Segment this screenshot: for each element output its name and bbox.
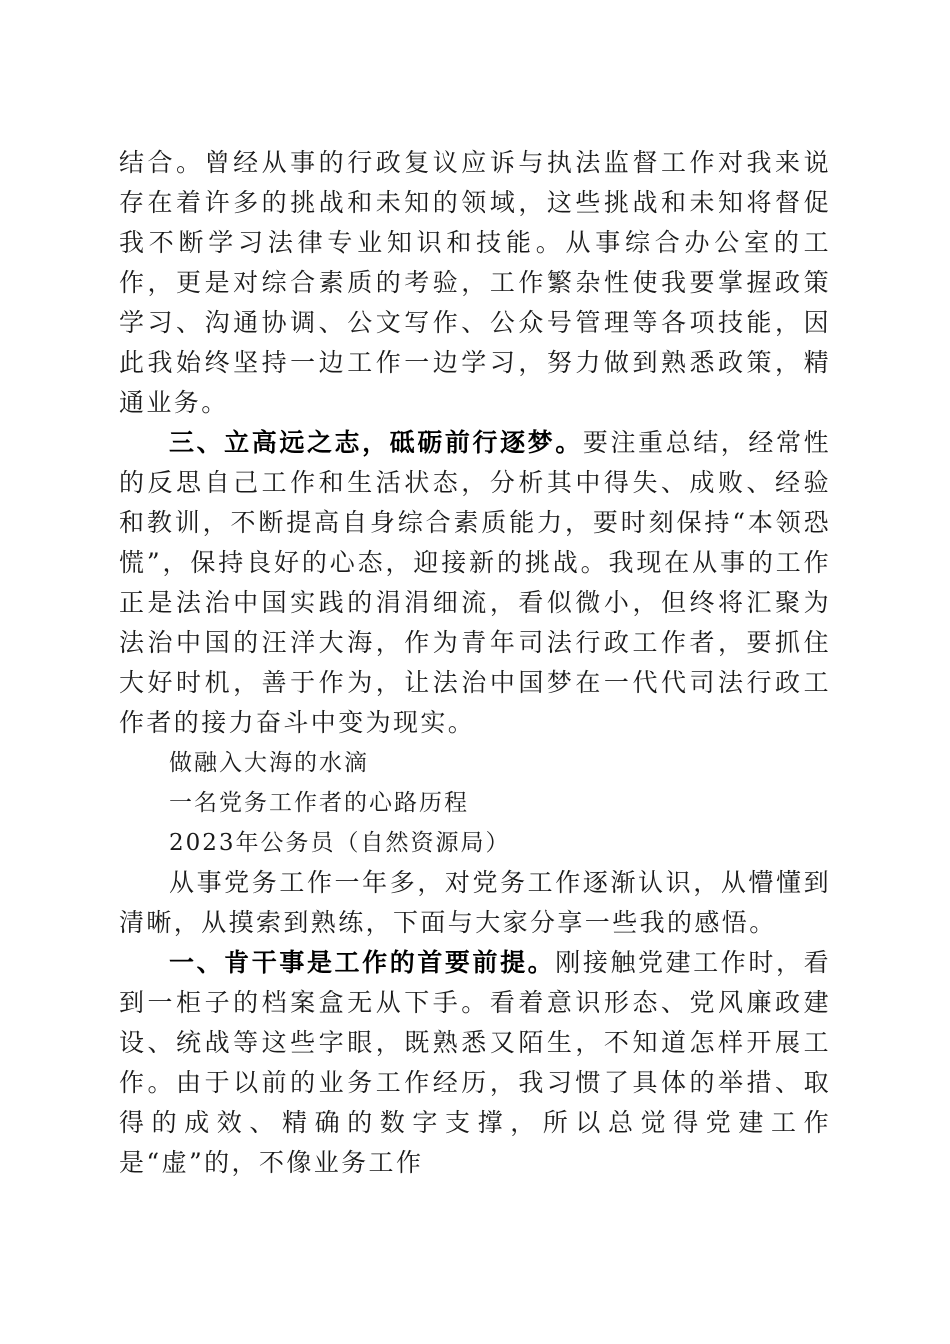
paragraph-continuation: [119, 143, 831, 423]
paragraph-text: 刚接触党建工作时，看到一柜子的档案盒无从下手。看着意识形态、党风廉政建设、统战等这些字眼，既熟悉又陌生，不知道怎样开展工作。由于以前的业务工作经历，我习惯了具体的举措、取得的成效、精确的数字支撑，所以总觉得党建工作是“虚”的，不像业务工作: [119, 948, 831, 1177]
paragraph-intro: [119, 863, 831, 943]
article-author: 2023年公务员（自然资源局）: [169, 830, 511, 856]
paragraph-section-one: [119, 943, 831, 1183]
paragraph-text: 从事党务工作一年多，对党务工作逐渐认识，从懵懂到清晰，从摸索到熟练，下面与大家分享一些我的感悟。: [119, 868, 831, 937]
article-subtitle: 一名党务工作者的心路历程: [169, 790, 469, 816]
paragraph-text: 要注重总结，经常性的反思自己工作和生活状态，分析其中得失、成败、经验和教训，不断提高自身综合素质能力，要时刻保持“本领恐慌”，保持良好的心态，迎接新的挑战。我现在从事的工作正是法治中国实践的涓涓细流，看似微小，但终将汇聚为法治中国的汪洋大海，作为青年司法行政工作者，要抓住大好时机，善于作为，让法治中国梦在一代代司法行政工作者的接力奋斗中变为现实。: [119, 428, 831, 737]
paragraph-text: 结合。曾经从事的行政复议应诉与执法监督工作对我来说存在着许多的挑战和未知的领域，这些挑战和未知将督促我不断学习法律专业知识和技能。从事综合办公室的工作，更是对综合素质的考验，工作繁杂性使我要掌握政策学习、沟通协调、公文写作、公众号管理等各项技能，因此我始终坚持一边工作一边学习，努力做到熟悉政策，精通业务。: [119, 148, 831, 417]
article-title: 做融入大海的水滴: [169, 750, 369, 776]
document-body: [119, 143, 831, 1183]
section-heading: 三、立高远之志，砥砺前行逐梦。: [169, 428, 583, 457]
paragraph-section-three: [119, 423, 831, 743]
section-heading: 一、肯干事是工作的首要前提。: [169, 948, 556, 977]
